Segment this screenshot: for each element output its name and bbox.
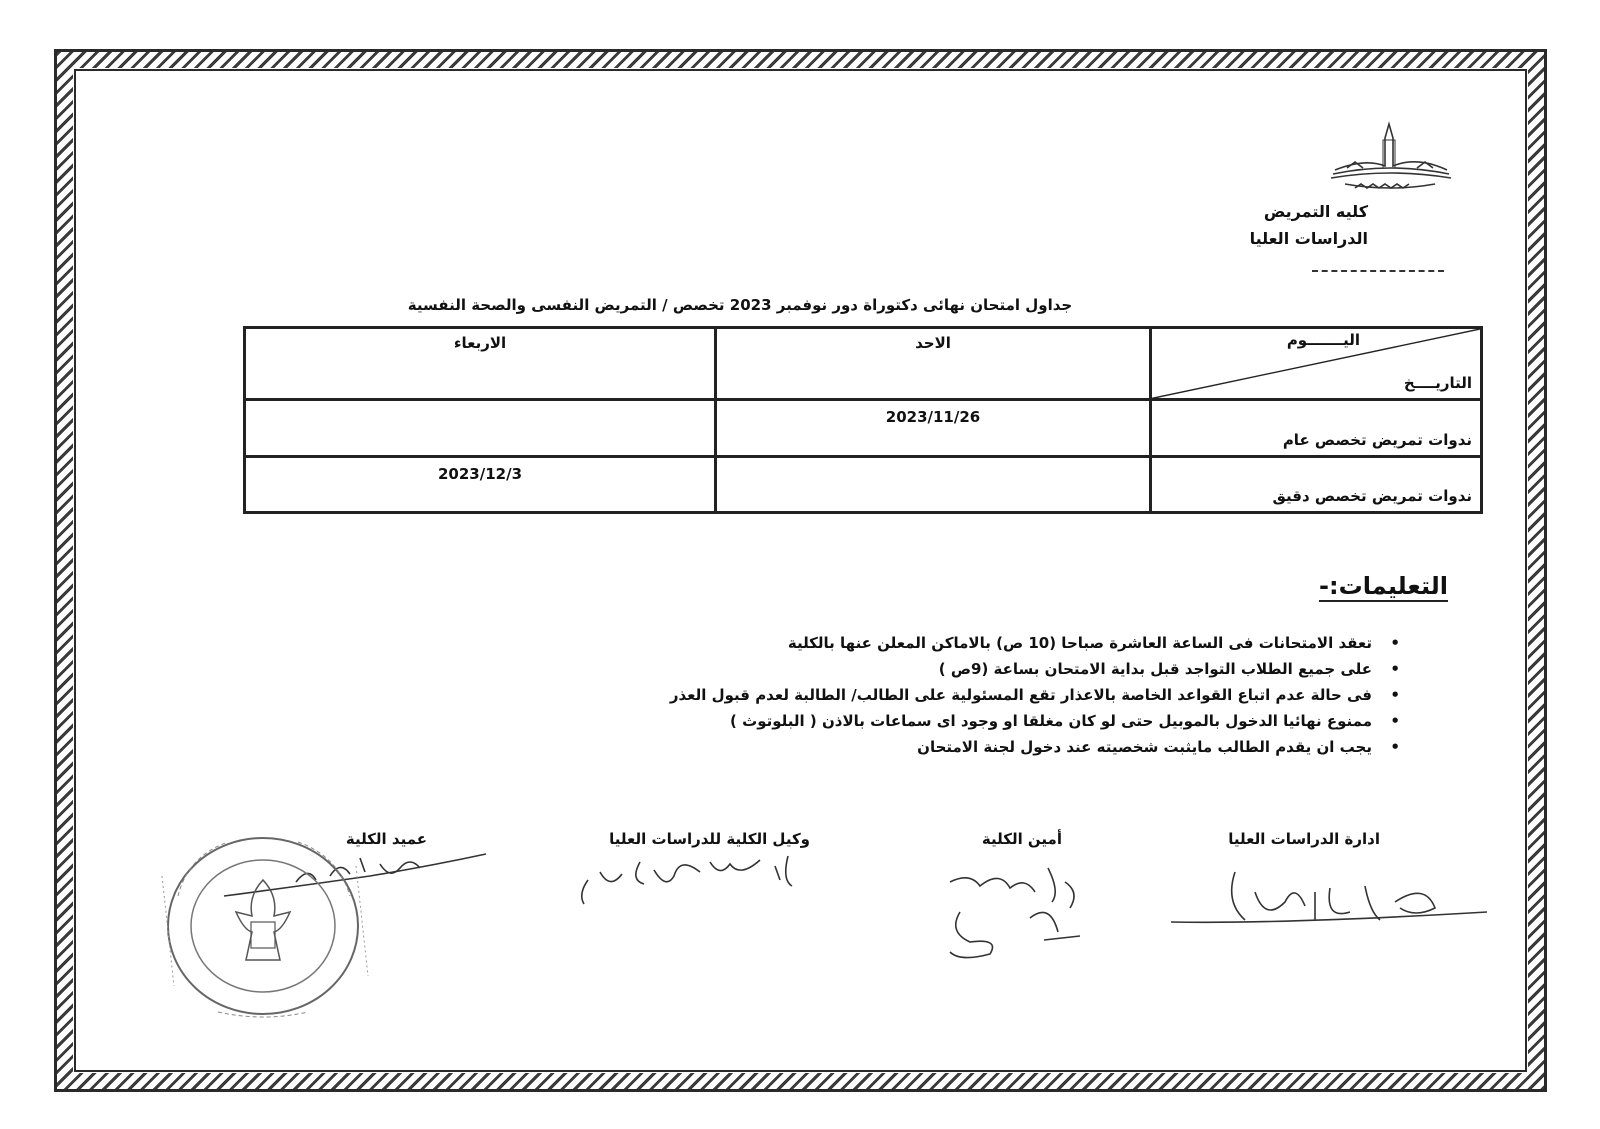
column-header-sunday [716,328,1151,400]
signature-secretary [940,862,1100,972]
list-item [670,630,1400,656]
row-label-cell [1151,456,1482,512]
instruction-text: يجب ان يقدم الطالب مايثبت شخصيته عند دخول لجنة الامتحان [917,738,1372,756]
list-item [670,734,1400,760]
day-label: اليـــــــوم [1286,331,1360,349]
signature-title-dean: عميد الكلية [345,830,427,848]
bullet-icon: • [1390,686,1400,704]
table-caption: جداول امتحان نهائى دكتوراة دور نوفمبر 2023 تخصص / التمريض النفسى والصحة النفسية [407,296,1073,314]
signature-title-vice-dean: وكيل الكلية للدراسات العليا [609,830,810,848]
signature-grad-admin [1165,862,1495,942]
department-name: الدراسات العليا [1249,229,1368,248]
column-header-wednesday [245,328,716,400]
exam-date: 2023/11/26 [885,408,981,427]
table-row [245,400,1482,456]
table-cell [245,400,716,456]
table-cell [716,456,1151,512]
university-logo [1325,118,1455,200]
signature-vice-dean [570,850,800,910]
instructions-title: التعليمات:- [1319,572,1448,600]
row-label: ندوات تمريض تخصص دقيق [1272,487,1472,505]
header-separator [1312,270,1444,272]
signature-title-secretary: أمين الكلية [981,830,1062,848]
row-label-cell [1151,400,1482,456]
bullet-icon: • [1390,738,1400,756]
instruction-text: تعقد الامتحانات فى الساعة العاشرة صباحا (10 ص) بالاماكن المعلن عنها بالكلية [787,634,1372,652]
table-header-row [245,328,1482,400]
instructions-list [670,630,1400,760]
exam-schedule-table [243,326,1483,514]
table-cell [245,456,716,512]
column-header-label: الاربعاء [453,334,507,352]
table-row [245,456,1482,512]
date-label: التاريــــخ [1403,374,1472,393]
table-cell [716,400,1151,456]
column-header-label: الاحد [915,334,951,352]
signature-title-grad-admin: ادارة الدراسات العليا [1228,830,1380,848]
bullet-icon: • [1390,634,1400,652]
official-stamp [158,826,408,1026]
list-item [670,708,1400,734]
college-name: كليه التمريض [1263,202,1368,221]
row-label: ندوات تمريض تخصص عام [1282,430,1472,449]
list-item [670,656,1400,682]
instruction-text: على جميع الطلاب التواجد قبل بداية الامتحان بساعة (9ص ) [938,660,1372,678]
exam-date [718,459,1148,465]
exam-date: 2023/12/3 [437,464,523,483]
bullet-icon: • [1390,712,1400,730]
exam-date [247,402,713,408]
instruction-text: ممنوع نهائيا الدخول بالموبيل حتى لو كان مغلقا او وجود اى سماعات بالاذن ( البلوتوث ) [730,712,1372,730]
day-date-header-cell [1151,328,1482,400]
college-header [1250,198,1368,252]
list-item [670,682,1400,708]
bullet-icon: • [1390,660,1400,678]
instruction-text: فى حالة عدم اتباع القواعد الخاصة بالاعذار تقع المسئولية على الطالب/ الطالبة لعدم قبول العذر [669,686,1372,704]
